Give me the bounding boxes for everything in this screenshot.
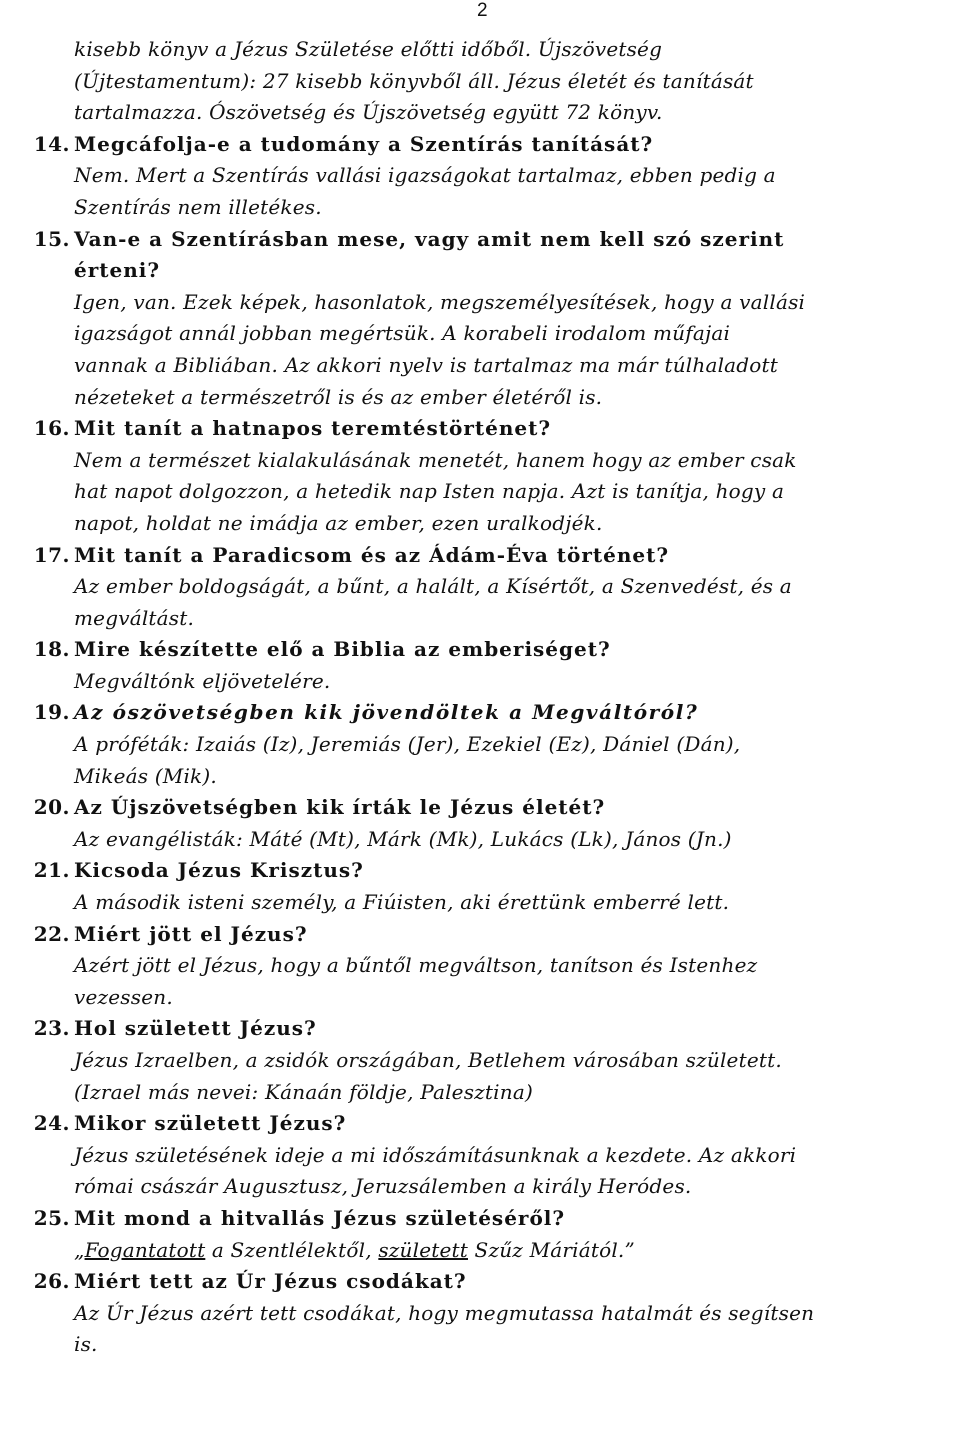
item-number: 14.	[33, 131, 70, 156]
answer-19: Mikeás (Mik).	[74, 763, 217, 788]
answer-20: Az evangélisták: Máté (Mt), Márk (Mk), Lukács (Lk), János (Jn.)	[74, 826, 732, 851]
question-text: Hol született Jézus?	[74, 1016, 317, 1041]
item-number: 15.	[33, 226, 70, 251]
answer-16: Nem a természet kialakulásának menetét, hanem hogy az ember csak	[74, 447, 797, 472]
item-number: 16.	[33, 416, 70, 441]
answer-24: római császár Augusztusz, Jeruzsálemben a király Heródes.	[74, 1174, 692, 1199]
question-15	[0, 224, 960, 256]
question-text: Kicsoda Jézus Krisztus?	[74, 858, 364, 883]
item-number: 21.	[33, 858, 70, 883]
item-number: 18.	[33, 637, 70, 662]
answer-19: A próféták: Izaiás (Iz), Jeremiás (Jer), Ezekiel (Ez), Dániel (Dán),	[74, 732, 741, 757]
page-number: 2	[477, 0, 488, 21]
document-body	[0, 34, 960, 1361]
question-text: Mit tanít a Paradicsom és az Ádám-Éva történet?	[74, 542, 670, 567]
answer-17: megváltást.	[74, 605, 195, 630]
answer-16: napot, holdat ne imádja az ember, ezen uralkodjék.	[74, 510, 603, 535]
answer-text: Szűz Máriától.”	[468, 1237, 635, 1262]
question-24	[0, 1108, 960, 1140]
item-number: 19.	[33, 700, 70, 725]
item-number: 25.	[33, 1205, 70, 1230]
item-number: 26.	[33, 1269, 70, 1294]
answer-14: Nem. Mert a Szentírás vallási igazságokat tartalmaz, ebben pedig a	[74, 163, 776, 188]
answer-14: Szentírás nem illetékes.	[74, 194, 322, 219]
item-number: 20.	[33, 795, 70, 820]
answer-16: hat napot dolgozzon, a hetedik nap Isten napja. Azt is tanítja, hogy a	[74, 479, 785, 504]
question-text: Van-e a Szentírásban mese, vagy amit nem kell szó szerint	[74, 226, 785, 251]
question-text: Mit mond a hitvallás Jézus születéséről?	[74, 1205, 566, 1230]
intro-line: (Újtestamentum): 27 kisebb könyvből áll. Jézus életét és tanítását	[74, 68, 754, 93]
answer-text: a Szentlélektől,	[205, 1237, 379, 1262]
answer-26: Az Úr Jézus azért tett csodákat, hogy megmutassa hatalmát és segítsen	[74, 1300, 815, 1325]
question-17	[0, 540, 960, 572]
answer-24: Jézus születésének ideje a mi időszámításunknak a kezdete. Az akkori	[74, 1142, 797, 1167]
question-text: Mikor született Jézus?	[74, 1111, 347, 1136]
question-text: Miért jött el Jézus?	[74, 921, 308, 946]
question-text: Miért tett az Úr Jézus csodákat?	[74, 1269, 467, 1294]
answer-15: igazságot annál jobban megértsük. A korabeli irodalom műfajai	[74, 321, 731, 346]
answer-22: vezessen.	[74, 984, 173, 1009]
item-number: 23.	[33, 1016, 70, 1041]
answer-26: is.	[74, 1332, 98, 1357]
question-20	[0, 792, 960, 824]
answer-15: Igen, van. Ezek képek, hasonlatok, megszemélyesítések, hogy a vallási	[74, 289, 806, 314]
answer-23: Jézus Izraelben, a zsidók országában, Betlehem városában született.	[74, 1048, 782, 1072]
answer-25	[0, 1235, 960, 1267]
question-text: Az ószövetségben kik jövendöltek a Megváltóról?	[74, 700, 699, 725]
open-quote: „	[74, 1237, 85, 1262]
question-16	[0, 413, 960, 445]
question-22	[0, 919, 960, 951]
question-18	[0, 634, 960, 666]
question-21	[0, 855, 960, 887]
item-number: 24.	[33, 1111, 70, 1136]
underlined-word: Fogantatott	[84, 1237, 206, 1262]
answer-18: Megváltónk eljövetelére.	[74, 668, 331, 693]
question-text: Az Újszövetségben kik írták le Jézus életét?	[74, 795, 606, 820]
underlined-word: született	[378, 1237, 468, 1262]
answer-21: A második isteni személy, a Fiúisten, aki érettünk emberré lett.	[74, 890, 730, 915]
question-text: Megcáfolja-e a tudomány a Szentírás tanítását?	[74, 131, 654, 156]
answer-22: Azért jött el Jézus, hogy a bűntől megváltson, tanítson és Istenhez	[74, 953, 758, 978]
question-26	[0, 1266, 960, 1298]
answer-15: nézeteket a természetről is és az ember életéről is.	[74, 384, 603, 409]
question-14	[0, 129, 960, 161]
question-25	[0, 1203, 960, 1235]
answer-23: (Izrael más nevei: Kánaán földje, Palesztina)	[74, 1079, 533, 1104]
question-23	[0, 1013, 960, 1045]
answer-17: Az ember boldogságát, a bűnt, a halált, a Kísértőt, a Szenvedést, és a	[74, 574, 792, 599]
question-19	[0, 697, 960, 729]
question-text: Mit tanít a hatnapos teremtéstörténet?	[74, 416, 552, 441]
item-number: 22.	[33, 921, 70, 946]
intro-line: kisebb könyv a Jézus Születése előtti időből. Újszövetség	[74, 37, 663, 61]
item-number: 17.	[33, 542, 70, 567]
question-15: érteni?	[74, 258, 161, 283]
intro-line: tartalmazza. Ószövetség és Újszövetség együtt 72 könyv.	[74, 100, 663, 125]
answer-15: vannak a Bibliában. Az akkori nyelv is tartalmaz ma már túlhaladott	[74, 352, 779, 377]
question-text: Mire készítette elő a Biblia az emberiséget?	[74, 637, 611, 662]
